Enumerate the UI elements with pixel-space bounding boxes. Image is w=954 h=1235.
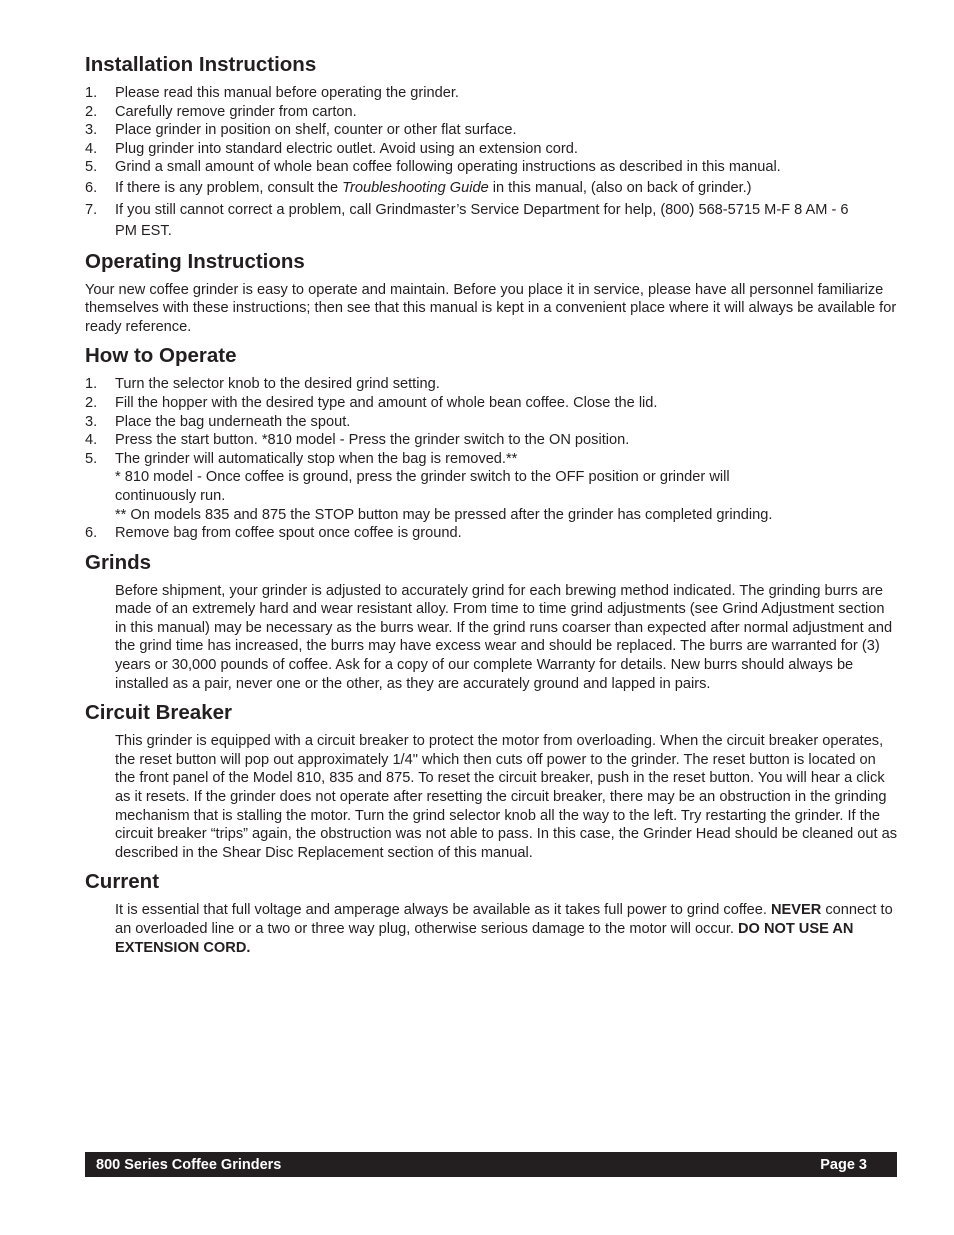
operating-section [85,249,897,337]
circuit-breaker-heading: Circuit Breaker [85,701,232,725]
installation-list [85,84,897,242]
installation-section [85,52,897,242]
list-item [85,375,897,394]
operating-paragraph: Your new coffee grinder is easy to operate and maintain. Before you place it in service, please have all personnel familiarize themselves with these instructions; then see that this manual is kept in a convenient place where it will always be available for ready reference. [85,281,897,335]
page-number: Page 3 [820,1156,867,1173]
troubleshooting-guide-ref: Troubleshooting Guide [342,179,489,196]
item-number: 3. [85,413,98,430]
item-number: 1. [85,376,98,393]
item-number: 3. [85,122,98,139]
list-item [85,431,897,450]
operating-heading: Operating Instructions [85,249,305,273]
how-to-operate-list [85,375,897,542]
current-section [85,869,897,957]
list-item [85,121,897,140]
item-text: Fill the hopper with the desired type and amount of whole bean coffee. Close the lid. [115,394,658,411]
list-item [85,84,897,103]
item-number: 4. [85,140,98,157]
current-heading: Current [85,870,160,894]
list-item [85,103,897,122]
item-text: Place grinder in position on shelf, counter or other flat surface. [115,122,517,139]
item-number: 2. [85,103,98,120]
installation-heading: Installation Instructions [85,53,317,76]
grinds-heading: Grinds [85,550,152,574]
item-text: If you still cannot correct a problem, call Grindmaster’s Service Department for help, (800) 568-5715 M-F 8 AM - 6 PM EST. [115,201,849,239]
list-item [85,140,897,159]
list-item [85,158,897,177]
list-item [85,450,897,524]
page-content [85,52,897,964]
item-number: 6. [85,179,98,196]
item-text: Please read this manual before operating the grinder. [115,85,459,101]
never-warning: NEVER [771,902,822,919]
current-text-1: It is essential that full voltage and amperage always be available as it takes full power to grind coffee. [115,902,772,919]
item-text-post: in this manual, (also on back of grinder.) [488,179,752,196]
item-number: 1. [85,85,98,101]
list-item [85,413,897,432]
grinds-paragraph: Before shipment, your grinder is adjusted to accurately grind for each brewing method indicated. The grinding burrs are made of an extremely hard and wear resistant alloy. From time to time grind adjustments (see Grind Adjustment section in this manual) may be necessary as the burrs wear. If the grind runs coarser than expected after normal adjustment and the grind time has increased, the burrs may have excess wear and should be replaced. The burrs are warranted for (3) years or 30,000 pounds of coffee. Ask for a copy of our complete Warranty for details. New burrs should always be installed as a pair, never one or the other, as they are accurately ground and lapped in pairs. [115,582,893,692]
item-text: Carefully remove grinder from carton. [115,103,357,120]
list-item [85,179,897,198]
grinds-section [85,550,897,694]
item-number: 4. [85,432,98,449]
model-810-note: * 810 model - Once coffee is ground, press the grinder switch to the OFF position or grinder will continuously run. [115,469,730,504]
current-text-2: connect to an overloaded line or a two or three way plug, otherwise serious damage to the motor will occur. [115,902,893,937]
item-number: 5. [85,450,98,467]
item-text-pre: If there is any problem, consult the [115,179,343,196]
model-835-875-note: ** On models 835 and 875 the STOP button may be pressed after the grinder has completed grinding. [115,506,773,523]
how-to-operate-heading: How to Operate [85,344,237,368]
item-text: The grinder will automatically stop when the bag is removed.** [115,450,518,467]
item-text: Place the bag underneath the spout. [115,413,351,430]
item-text: Turn the selector knob to the desired grind setting. [115,376,440,393]
list-item [85,394,897,413]
list-item [85,524,897,543]
circuit-breaker-paragraph: This grinder is equipped with a circuit breaker to protect the motor from overloading. When the circuit breaker operates, the reset button will pop out approximately 1/4" which then cuts off power to the grinder. The reset button is located on the front panel of the Model 810, 835 and 875. To reset the circuit breaker, push in the reset button. You will hear a click as it resets. If the grinder does not operate after resetting the circuit breaker, there may be an obstruction in the grinding mechanism that is stalling the motor. Turn the grind selector knob all the way to the left. Try restarting the grinder. If the circuit breaker “trips” again, the obstruction was not able to pass. In this case, the Grinder Head should be cleaned out as described in the Shear Disc Replacement section of this manual. [115,733,898,861]
extension-cord-warning: DO NOT USE AN EXTENSION CORD. [115,921,854,956]
item-number: 6. [85,525,98,542]
item-text: Grind a small amount of whole bean coffee following operating instructions as described in this manual. [115,159,781,176]
current-paragraph [85,901,897,957]
item-number: 2. [85,394,98,411]
how-to-operate-section [85,343,897,542]
item-text: Press the start button. *810 model - Press the grinder switch to the ON position. [115,432,630,449]
item-number: 5. [85,159,98,176]
item-text: Plug grinder into standard electric outlet. Avoid using an extension cord. [115,140,578,157]
footer-title: 800 Series Coffee Grinders [96,1156,282,1173]
circuit-breaker-section [85,700,897,862]
item-number: 7. [85,201,98,218]
item-text: Remove bag from coffee spout once coffee is ground. [115,525,462,542]
list-item [85,200,897,242]
page-footer [85,1152,897,1177]
